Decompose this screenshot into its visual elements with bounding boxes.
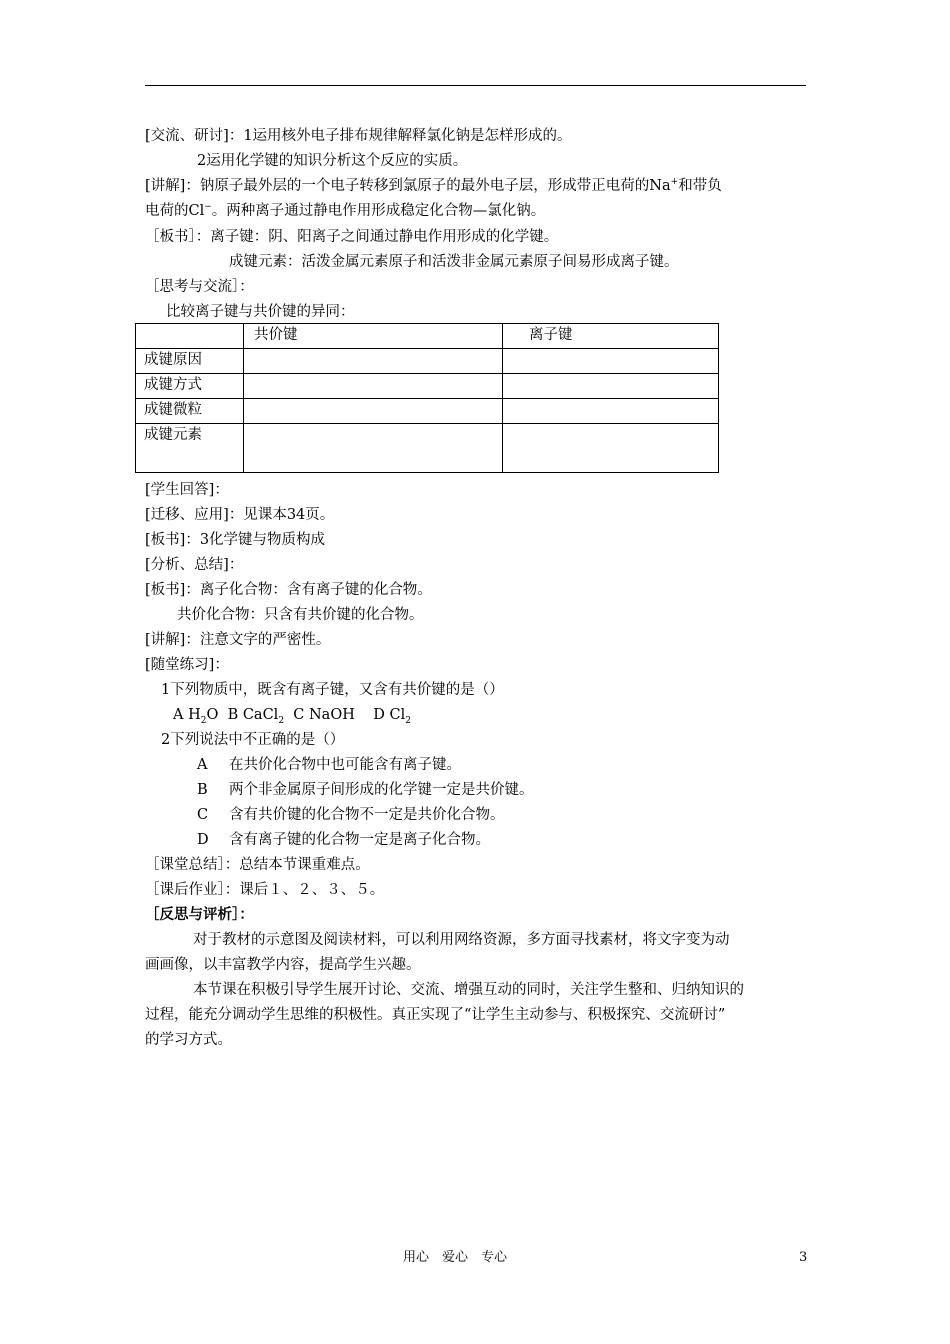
homework-line: ［课后作业］：课后１、２、３、５。 xyxy=(145,882,385,898)
table-cell xyxy=(503,424,719,473)
explanation-text-2-end: 。两种离子通过静电作用形成稳定化合物—氯化钠。 xyxy=(211,203,546,219)
board-note-line-4: [板书]：离子化合物：含有离子键的化合物。 xyxy=(145,582,432,598)
explanation-text-2: 电荷的Cl xyxy=(145,203,205,219)
compare-prompt: 比较离子键与共价键的异同： xyxy=(166,304,355,320)
explanation-text: [讲解]：钠原子最外层的一个电子转移到氯原子的最外电子层，形成带正电荷的Na xyxy=(145,178,671,194)
row-label: 成键元素 xyxy=(136,424,244,473)
table-row xyxy=(136,424,719,473)
option-a: A $H_2O$ xyxy=(173,707,219,726)
question-2-option: A 在共价化合物中也可能含有离子键。 xyxy=(197,757,461,773)
table-cell xyxy=(244,399,503,424)
think-exchange-heading: ［思考与交流］： xyxy=(145,279,254,295)
reflection-paragraph-2-cont: 过程，能充分调动学生思维的积极性。真正实现了“让学生主动参与、积极探究、交流研讨” xyxy=(145,1007,726,1023)
analysis-summary-line: [分析、总结]： xyxy=(145,557,244,573)
explanation-line xyxy=(145,176,722,196)
discussion-line-2: 2运用化学键的知识分析这个反应的实质。 xyxy=(197,153,468,169)
option-d: D $Cl_2$ xyxy=(373,707,411,726)
page-number: 3 xyxy=(799,1250,808,1265)
question-2-option: B 两个非金属原子间形成的化学键一定是共价键。 xyxy=(197,782,534,798)
row-label: 成键方式 xyxy=(136,374,244,399)
table-header-cell xyxy=(136,324,244,349)
table-cell xyxy=(244,349,503,374)
board-note-line-2: 成键元素：活泼金属元素原子和活泼非金属元素原子间易形成离子键。 xyxy=(229,254,679,270)
explanation-line-2 xyxy=(145,201,545,221)
row-label: 成键原因 xyxy=(136,349,244,374)
practice-heading: [随堂练习]： xyxy=(145,657,229,673)
table-row xyxy=(136,374,719,399)
covalent-compound-line: 共价化合物：只含有共价键的化合物。 xyxy=(177,607,424,623)
table-row xyxy=(136,399,719,424)
table-header-row xyxy=(136,324,719,349)
question-2-option: D 含有离子键的化合物一定是离子化合物。 xyxy=(197,832,490,848)
explanation-line-3: [讲解]：注意文字的严密性。 xyxy=(145,632,331,648)
table-cell xyxy=(503,374,719,399)
table-row xyxy=(136,349,719,374)
row-label: 成键微粒 xyxy=(136,399,244,424)
header-rule xyxy=(145,85,806,86)
board-note-line: ［板书］：离子键：阴、阳离子之间通过静电作用形成的化学键。 xyxy=(145,229,559,245)
comparison-table xyxy=(135,323,719,473)
table-cell xyxy=(503,399,719,424)
reflection-paragraph-2: 本节课在积极引导学生展开讨论、交流、增强互动的同时，关注学生整和、归纳知识的 xyxy=(193,982,744,998)
explanation-text-end: 和带负 xyxy=(678,178,722,194)
footer-motto: 用心 爱心 专心 xyxy=(403,1250,508,1265)
board-note-line-3: [板书]：3化学键与物质构成 xyxy=(145,532,326,548)
reflection-paragraph-2-end: 的学习方式。 xyxy=(145,1032,232,1048)
question-2-option: C 含有共价键的化合物不一定是共价化合物。 xyxy=(197,807,505,823)
class-summary-line: ［课堂总结］：总结本节课重难点。 xyxy=(145,857,370,873)
question-2: 2下列说法中不正确的是（） xyxy=(161,732,345,748)
student-answer-line: [学生回答]： xyxy=(145,482,229,498)
table-cell xyxy=(503,349,719,374)
reflection-paragraph-1: 对于教材的示意图及阅读材料，可以利用网络资源，多方面寻找素材，将文字变为动 xyxy=(193,932,730,948)
table-cell xyxy=(244,424,503,473)
discussion-line: [交流、研讨]：1运用核外电子排布规律解释氯化钠是怎样形成的。 xyxy=(145,128,572,144)
option-c: C NaOH xyxy=(293,707,355,723)
plus-superscript: + xyxy=(670,177,679,188)
option-b: B CaCl$_2$ xyxy=(227,707,285,726)
reflection-heading: ［反思与评析］： xyxy=(145,906,254,923)
table-cell xyxy=(244,374,503,399)
question-1: 1下列物质中，既含有离子键，又含有共价键的是（） xyxy=(161,682,504,698)
table-header-cell: 共价键 xyxy=(244,324,503,349)
transfer-application-line: [迁移、应用]：见课本34页。 xyxy=(145,507,335,523)
table-header-cell: 离子键 xyxy=(503,324,719,349)
reflection-paragraph-1-cont: 画画像，以丰富教学内容，提高学生兴趣。 xyxy=(145,957,421,973)
question-1-options xyxy=(173,705,411,725)
minus-superscript: − xyxy=(204,202,212,213)
